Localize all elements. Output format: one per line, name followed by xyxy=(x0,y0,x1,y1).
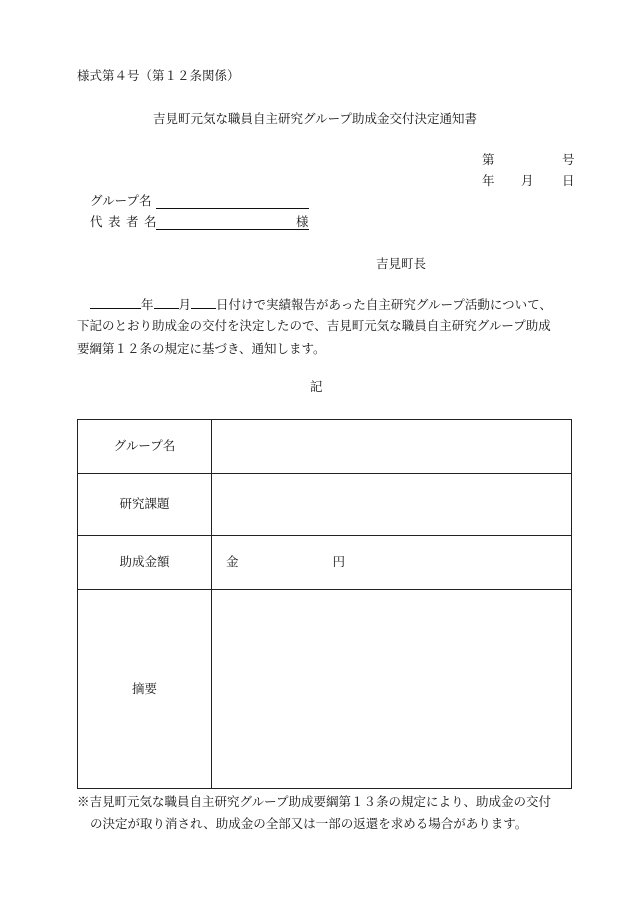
note-line-2: の決定が取り消され、助成金の全部又は一部の返還を求める場合があります。 xyxy=(90,816,528,831)
amount-prefix: 金 xyxy=(226,554,239,570)
year-blank xyxy=(90,297,141,309)
body-line-2: 下記のとおり助成金の交付を決定したので、吉見町元気な職員自主研究グループ助成 xyxy=(77,318,551,333)
date-day-label: 日 xyxy=(562,173,575,188)
grant-amount-label: 助成金額 xyxy=(78,536,212,590)
date-month-label: 月 xyxy=(521,173,534,188)
issuer-name: 吉見町長 xyxy=(376,256,427,271)
table-row xyxy=(78,420,572,474)
addressee-group-blank xyxy=(156,208,309,209)
form-number: 様式第４号（第１２条関係） xyxy=(77,68,240,83)
body-line-1 xyxy=(90,297,552,312)
addressee-honorific: 様 xyxy=(296,214,309,229)
body-month-suffix: 月 xyxy=(178,297,192,312)
document-number-prefix: 第 xyxy=(482,152,495,167)
body-year-suffix: 年 xyxy=(141,297,154,312)
table-row xyxy=(78,474,572,536)
note-line-1: ※吉見町元気な職員自主研究グループ助成要綱第１３条の規定により、助成金の交付 xyxy=(77,794,552,809)
research-topic-value xyxy=(212,474,572,536)
addressee-group-label: グループ名 xyxy=(90,193,152,208)
addressee-representative-blank xyxy=(156,229,309,230)
body-line-1-text: 日付けで実績報告があった自主研究グループ活動について、 xyxy=(216,297,552,312)
document-title: 吉見町元気な職員自主研究グループ助成金交付決定通知書 xyxy=(152,111,477,126)
group-name-value xyxy=(212,420,572,474)
ki-heading: 記 xyxy=(310,379,323,394)
grant-details-table xyxy=(77,419,572,789)
month-blank xyxy=(154,297,179,309)
date-year-label: 年 xyxy=(482,173,495,188)
grant-amount-value xyxy=(212,536,572,590)
day-blank xyxy=(191,297,216,309)
addressee-representative-label: 代表者名 xyxy=(90,214,163,229)
summary-value xyxy=(212,590,572,789)
table-row xyxy=(78,536,572,590)
group-name-label: グループ名 xyxy=(78,420,212,474)
body-line-3: 要綱第１２条の規定に基づき、通知します。 xyxy=(77,341,326,356)
amount-unit: 円 xyxy=(332,554,346,570)
table-row xyxy=(78,590,572,789)
research-topic-label: 研究課題 xyxy=(78,474,212,536)
document-number-suffix: 号 xyxy=(562,152,575,167)
summary-label: 摘要 xyxy=(78,590,212,789)
